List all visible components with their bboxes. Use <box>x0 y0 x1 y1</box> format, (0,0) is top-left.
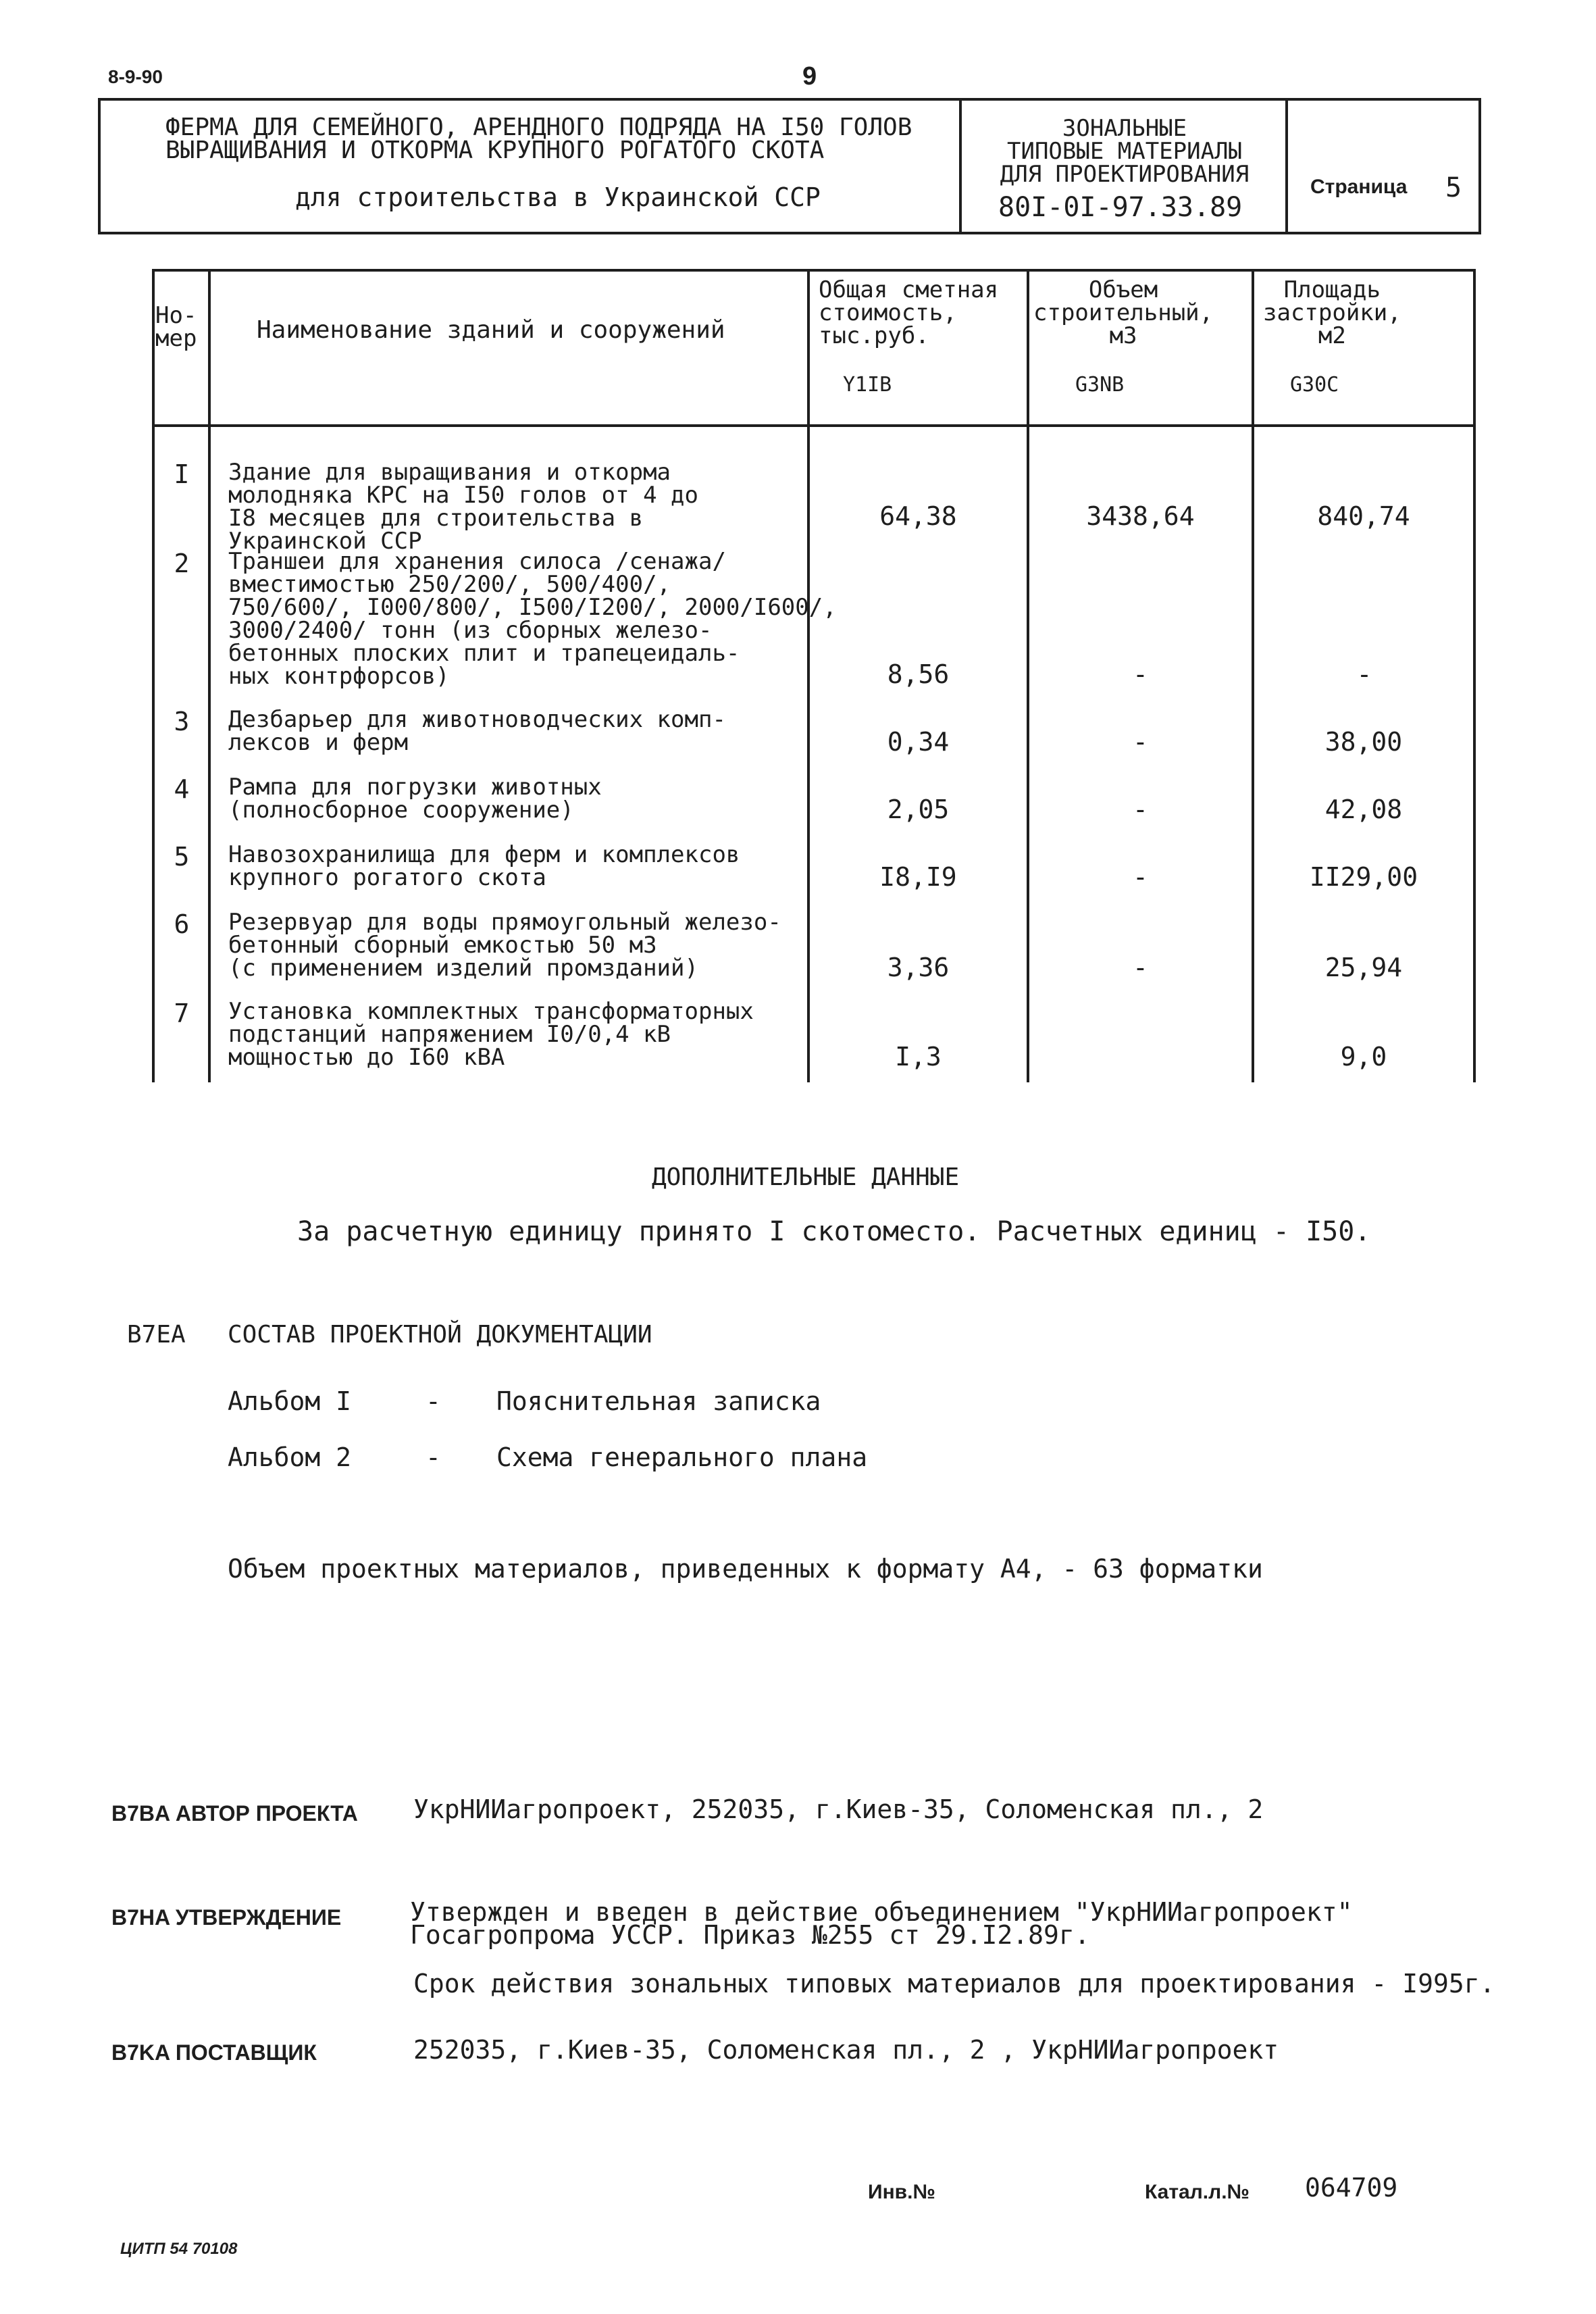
col-code-volume: G3NB <box>1075 373 1125 397</box>
row-area: 25,94 <box>1324 953 1403 982</box>
inventory-label: Инв.№ <box>868 2181 935 2203</box>
doc-code: 80I-0I-97.33.89 <box>998 192 1243 223</box>
header-title-line1: ФЕРМА ДЛЯ СЕМЕЙНОГО, АРЕНДНОГО ПОДРЯДА НА I50 ГОЛОВ <box>165 114 912 141</box>
additional-text: За расчетную единицу принято I скотоместо. Расчетных единиц - I50. <box>297 1216 1371 1247</box>
approval-line1: Утвержден и введен в действие объединением "УкрНИИагропроект" <box>410 1897 1353 1927</box>
zonal-line3: ДЛЯ ПРОЕКТИРОВАНИЯ <box>1000 161 1250 188</box>
row-area: - <box>1356 659 1372 689</box>
col-header-volume: Объем строительный, м3 <box>1033 276 1214 349</box>
album-dash: - <box>426 1386 441 1416</box>
row-name: Траншеи для хранения силоса /сенажа/ вместимостью 250/200/, 500/400/, 750/600/, I000/800/, I500/I200/, 2000/I600/, 3000/2400/ тонн (из сборных железо- бетонных плоских плит и трапецеидаль- ных контрфорсов) <box>228 548 837 690</box>
row-volume: - <box>1133 795 1148 824</box>
row-name: Резервуар для воды прямоугольный железо- бетонный сборный емкостью 50 м3 (с применением изделий промзданий) <box>228 909 781 982</box>
row-number: 5 <box>174 842 190 872</box>
header-subtitle: для строительства в Украинской ССР <box>295 182 821 212</box>
row-name: Дезбарьер для животноводческих комп- лексов и ферм <box>228 706 726 756</box>
col-header-name: Наименование зданий и сооружений <box>257 316 725 344</box>
documentation-volume: Объем проектных материалов, приведенных к формату А4, - 63 форматки <box>228 1554 1263 1584</box>
catalog-label: Катал.л.№ <box>1145 2181 1250 2203</box>
page-value: 5 <box>1445 172 1462 203</box>
row-name: Установка комплектных трансформаторных подстанций напряжением I0/0,4 кВ мощностью до I60 кВА <box>228 998 754 1071</box>
catalog-value: 064709 <box>1305 2173 1398 2203</box>
author-text: УкрНИИагропроект, 252035, г.Киев-35, Соломенская пл., 2 <box>413 1794 1264 1824</box>
col-header-cost: Общая сметная стоимость, тыс.руб. <box>819 276 999 349</box>
row-name: Навозохранилища для ферм и комплексов крупного рогатого скота <box>228 841 740 891</box>
col-header-number: Но- мер <box>155 302 197 352</box>
row-cost: 3,36 <box>887 953 950 982</box>
page-number: 9 <box>802 62 817 91</box>
row-area: II29,00 <box>1309 862 1418 892</box>
composition-title: СОСТАВ ПРОЕКТНОЙ ДОКУМЕНТАЦИИ <box>228 1321 652 1349</box>
page-label: Страница <box>1310 176 1408 198</box>
row-number: 2 <box>174 549 190 578</box>
album-dash: - <box>426 1442 441 1472</box>
row-cost: I,3 <box>895 1042 942 1072</box>
row-name: Рампа для погрузки животных (полносборное сооружение) <box>228 774 602 824</box>
row-volume: - <box>1133 727 1148 757</box>
album-label: Альбом I <box>228 1386 352 1416</box>
print-mark: ЦИТП 54 70108 <box>120 2240 238 2258</box>
album-description: Схема генерального плана <box>496 1442 868 1472</box>
row-number: 4 <box>174 774 190 804</box>
document-code: 8-9-90 <box>108 66 163 87</box>
row-area: 840,74 <box>1317 501 1410 531</box>
row-cost: 8,56 <box>887 659 950 689</box>
row-volume: - <box>1133 659 1148 689</box>
author-label: B7BA АВТОР ПРОЕКТА <box>111 1801 358 1826</box>
row-number: 6 <box>174 909 190 939</box>
additional-title: ДОПОЛНИТЕЛЬНЫЕ ДАННЫЕ <box>652 1163 960 1191</box>
row-name: Здание для выращивания и откорма молодняка КРС на I50 голов от 4 до I8 месяцев для строительства в Украинской ССР <box>228 459 698 555</box>
row-area: 9,0 <box>1340 1042 1387 1072</box>
row-cost: 2,05 <box>887 795 950 824</box>
album-label: Альбом 2 <box>228 1442 352 1472</box>
composition-code: B7EA <box>127 1321 186 1349</box>
supplier-text: 252035, г.Киев-35, Соломенская пл., 2 , УкрНИИагропроект <box>413 2035 1279 2065</box>
col-header-area: Площадь застройки, м2 <box>1263 276 1401 349</box>
row-number: 3 <box>174 707 190 736</box>
row-number: 7 <box>174 999 190 1028</box>
row-volume: - <box>1133 862 1148 892</box>
row-number: I <box>174 459 190 489</box>
approval-line2: Госагропрома УССР. Приказ №255 ст 29.I2.89г. <box>410 1920 1090 1950</box>
row-cost: 64,38 <box>879 501 957 531</box>
zonal-line2: ТИПОВЫЕ МАТЕРИАЛЫ <box>1007 138 1242 165</box>
album-description: Пояснительная записка <box>496 1386 821 1416</box>
col-code-area: G30C <box>1290 373 1339 397</box>
zonal-line1: ЗОНАЛЬНЫЕ <box>1062 115 1187 142</box>
row-area: 42,08 <box>1324 795 1403 824</box>
supplier-label: B7KA ПОСТАВЩИК <box>111 2040 317 2065</box>
row-cost: 0,34 <box>887 727 950 757</box>
row-area: 38,00 <box>1324 727 1403 757</box>
approval-label: B7HA УТВЕРЖДЕНИЕ <box>111 1905 342 1930</box>
col-code-cost: Y1IB <box>843 373 892 397</box>
row-cost: I8,I9 <box>879 862 957 892</box>
row-volume: - <box>1133 953 1148 982</box>
header-title-line2: ВЫРАЩИВАНИЯ И ОТКОРМА КРУПНОГО РОГАТОГО СКОТА <box>165 136 825 164</box>
validity-text: Срок действия зональных типовых материалов для проектирования - I995г. <box>413 1969 1495 1998</box>
row-volume: 3438,64 <box>1086 501 1195 531</box>
